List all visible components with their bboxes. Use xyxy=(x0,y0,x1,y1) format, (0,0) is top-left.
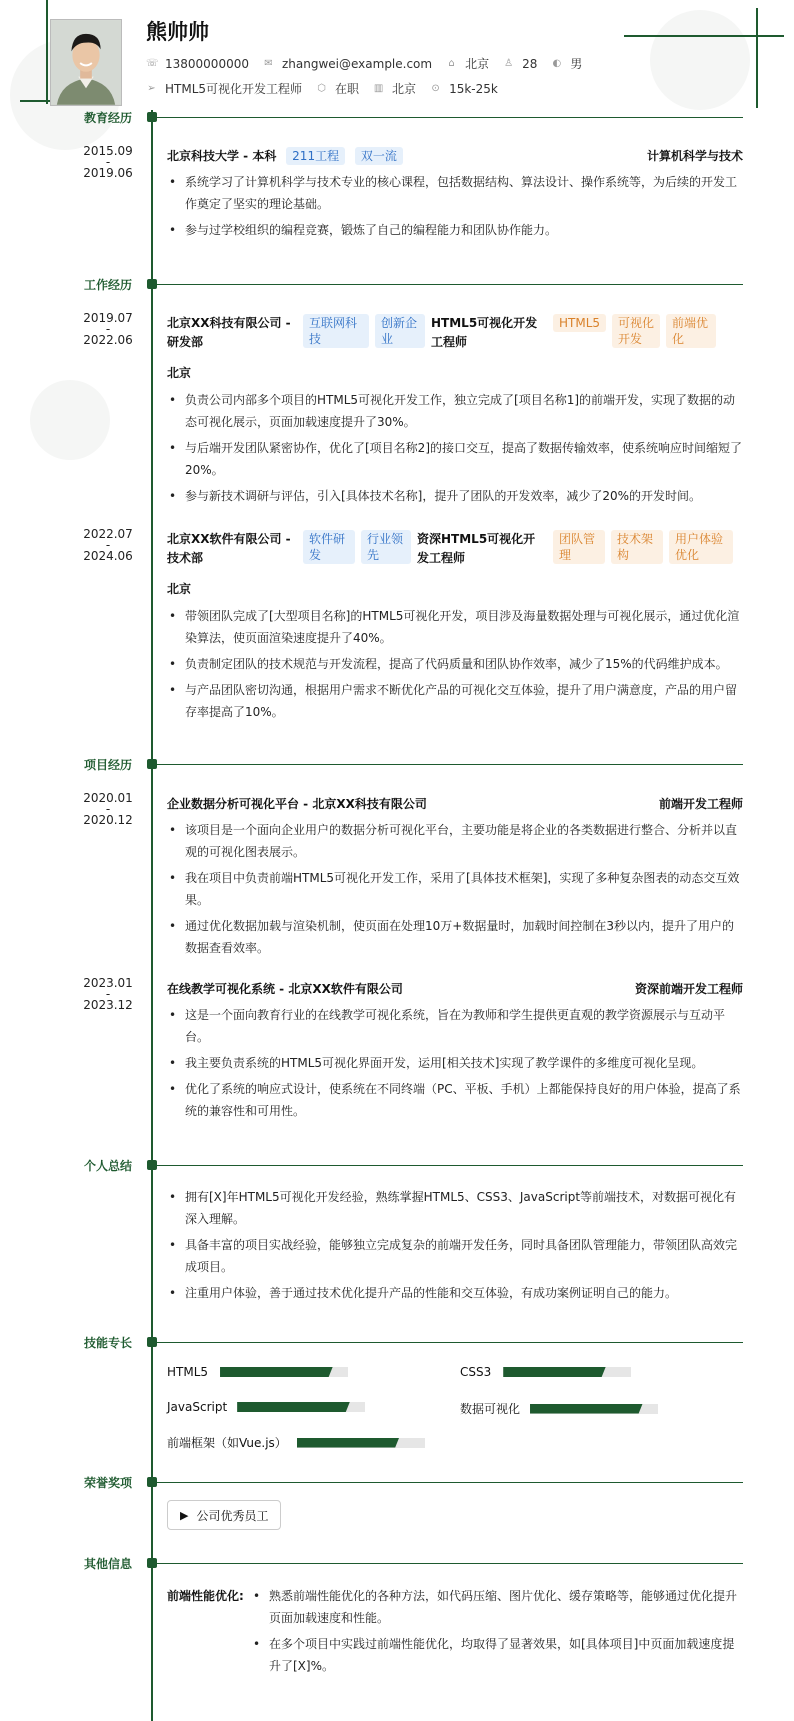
job-intent-row xyxy=(146,80,512,97)
section-divider xyxy=(157,284,743,285)
date-separator: - xyxy=(105,987,111,1001)
work-date xyxy=(78,310,138,348)
skill-name: 前端框架（如Vue.js） xyxy=(167,1436,287,1450)
company-tag: 创新企业 xyxy=(375,314,425,348)
date-end: 2020.12 xyxy=(83,813,133,827)
project-date xyxy=(78,975,138,1013)
company-name: 北京XX科技有限公司 - 研发部 xyxy=(167,316,291,349)
list-item: • 具备丰富的项目实战经验，能够独立完成复杂的前端开发任务，同时具备团队管理能力，带领团队高效完成项目。 xyxy=(167,1234,743,1278)
date-start: 2020.01 xyxy=(83,791,133,805)
list-item: • 优化了系统的响应式设计，使系统在不同终端（PC、平板、手机）上都能保持良好的用户体验，提高了系统的兼容性和可用性。 xyxy=(167,1078,743,1122)
section-title-projects: 项目经历 xyxy=(84,758,133,772)
project-date xyxy=(78,790,138,828)
building-icon: ▥ xyxy=(373,83,384,94)
role-title: HTML5可视化开发工程师 xyxy=(431,316,538,349)
role-tag: 团队管理 xyxy=(553,530,605,564)
status-text: 在职 xyxy=(335,82,360,96)
company-name: 北京XX软件有限公司 - 技术部 xyxy=(167,532,291,565)
corner-line xyxy=(624,35,784,37)
work-date xyxy=(78,526,138,564)
skill-name: JavaScript xyxy=(167,1400,228,1414)
company-tag: 互联网科技 xyxy=(303,314,369,348)
skill-bar xyxy=(530,1404,658,1414)
section-title-other: 其他信息 xyxy=(84,1557,133,1571)
portrait-image xyxy=(51,20,121,105)
play-triangle-icon: ▶ xyxy=(180,1508,189,1522)
section-title-skills: 技能专长 xyxy=(84,1336,133,1350)
section-marker xyxy=(147,112,157,122)
list-item: • 在多个项目中实践过前端性能优化，均取得了显著效果，如[具体项目]中页面加载速度提升了[X]%。 xyxy=(251,1633,743,1677)
salary-text: 15k-25k xyxy=(449,81,498,96)
gender-text: 男 xyxy=(570,57,583,71)
award-chip xyxy=(167,1500,281,1530)
status-icon: ⬡ xyxy=(317,83,326,94)
work-location: 北京 xyxy=(167,366,192,380)
date-end: 2022.06 xyxy=(83,333,133,347)
date-start: 2022.07 xyxy=(83,527,133,541)
section-title-summary: 个人总结 xyxy=(84,1159,133,1173)
company-tag: 软件研发 xyxy=(303,530,355,564)
role-tag: 前端优化 xyxy=(666,314,716,348)
skill-bar-fill xyxy=(530,1404,643,1414)
date-end: 2024.06 xyxy=(83,549,133,563)
skill-item xyxy=(460,1365,631,1379)
candidate-name: 熊帅帅 xyxy=(146,20,209,44)
skill-item xyxy=(167,1365,348,1379)
decorative-circle xyxy=(30,380,110,460)
date-start: 2019.07 xyxy=(83,311,133,325)
role-tag: 可视化开发 xyxy=(612,314,660,348)
section-divider xyxy=(157,1165,743,1166)
list-item: • 我在项目中负责前端HTML5可视化开发工作，采用了[具体技术框架]，实现了多种复杂图表的动态交互效果。 xyxy=(167,867,743,911)
skill-bar xyxy=(297,1438,425,1448)
section-title-awards: 荣誉奖项 xyxy=(84,1476,133,1490)
project-name: 企业数据分析可视化平台 - 北京XX科技有限公司 xyxy=(167,797,427,811)
work-entry xyxy=(167,530,743,723)
education-entry xyxy=(167,147,743,241)
skill-bar xyxy=(503,1367,631,1377)
send-icon: ➢ xyxy=(147,83,156,94)
major-text: 计算机科学与技术 xyxy=(646,149,743,163)
section-marker xyxy=(147,759,157,769)
other-label: 前端性能优化: xyxy=(167,1589,244,1603)
list-item: • 参与新技术调研与评估，引入[具体技术名称]，提升了团队的开发效率，减少了20%的开发时间。 xyxy=(167,485,743,507)
date-separator: - xyxy=(105,802,111,816)
date-separator: - xyxy=(105,538,111,552)
age-icon: ♙ xyxy=(504,58,514,69)
skill-bar-fill xyxy=(220,1367,333,1377)
avatar xyxy=(50,19,122,106)
list-item: • 通过优化数据加载与渲染机制，使页面在处理10万+数据量时，加载时间控制在3秒以内，提升了用户的数据查看效率。 xyxy=(167,915,743,959)
role-tag: 技术架构 xyxy=(611,530,663,564)
list-item: • 与后端开发团队紧密协作，优化了[项目名称2]的接口交互，提高了数据传输效率，使系统响应时间缩短了20%。 xyxy=(167,437,743,481)
skill-item xyxy=(167,1400,365,1414)
home-icon: ⌂ xyxy=(448,58,455,69)
date-separator: - xyxy=(105,155,111,169)
section-divider xyxy=(157,1563,743,1564)
section-marker xyxy=(147,1558,157,1568)
phone-text: 13800000000 xyxy=(165,56,249,71)
skill-bar xyxy=(220,1367,348,1377)
list-item: • 系统学习了计算机科学与技术专业的核心课程，包括数据结构、算法设计、操作系统等，为后续的开发工作奠定了坚实的理论基础。 xyxy=(167,171,743,215)
list-item: • 我主要负责系统的HTML5可视化界面开发，运用[相关技术]实现了教学课件的多维度可视化呈现。 xyxy=(167,1052,743,1074)
award-label: 公司优秀员工 xyxy=(196,1508,269,1523)
role-tag: HTML5 xyxy=(553,314,606,332)
skill-name: 数据可视化 xyxy=(460,1402,521,1416)
section-title-work: 工作经历 xyxy=(84,278,133,292)
list-item: • 负责公司内部多个项目的HTML5可视化开发工作，独立完成了[项目名称1]的前端开发，实现了数据的动态可视化展示，页面加载速度提升了30%。 xyxy=(167,389,743,433)
corner-line xyxy=(756,8,758,108)
decorative-circle xyxy=(650,10,750,110)
list-item: • 该项目是一个面向企业用户的数据分析可视化平台，主要功能是将企业的各类数据进行整合、分析并以直观的可视化图表展示。 xyxy=(167,819,743,863)
work-entry xyxy=(167,314,743,507)
project-role: 前端开发工程师 xyxy=(658,797,743,811)
section-marker xyxy=(147,1337,157,1347)
skill-name: HTML5 xyxy=(167,1365,209,1379)
contact-row xyxy=(146,55,596,72)
list-item: • 熟悉前端性能优化的各种方法，如代码压缩、图片优化、缓存策略等，能够通过优化提升页面加载速度和性能。 xyxy=(251,1585,743,1629)
section-marker xyxy=(147,1477,157,1487)
date-end: 2023.12 xyxy=(83,998,133,1012)
skill-bar-fill xyxy=(503,1367,605,1377)
skill-bar-fill xyxy=(237,1402,350,1412)
project-name: 在线教学可视化系统 - 北京XX软件有限公司 xyxy=(167,982,403,996)
list-item: • 与产品团队密切沟通，根据用户需求不断优化产品的可视化交互体验，提升了用户满意度，产品的用户留存率提高了10%。 xyxy=(167,679,743,723)
target-job-text: HTML5可视化开发工程师 xyxy=(165,82,303,96)
project-entry xyxy=(167,980,743,1122)
education-date xyxy=(78,143,138,181)
section-divider xyxy=(157,1342,743,1343)
list-item: • 这是一个面向教育行业的在线教学可视化系统，旨在为教师和学生提供更直观的教学资源展示与互动平台。 xyxy=(167,1004,743,1048)
date-start: 2015.09 xyxy=(83,144,133,158)
other-entry xyxy=(167,1585,743,1677)
work-location: 北京 xyxy=(167,582,192,596)
section-divider xyxy=(157,117,743,118)
role-title: 资深HTML5可视化开发工程师 xyxy=(417,532,536,565)
list-item: • 注重用户体验，善于通过技术优化提升产品的性能和交互体验，有成功案例证明自己的能力。 xyxy=(167,1282,743,1304)
age-text: 28 xyxy=(522,56,538,71)
skill-item xyxy=(167,1434,425,1451)
project-role: 资深前端开发工程师 xyxy=(634,982,743,996)
section-divider xyxy=(157,1482,743,1483)
mail-icon: ✉ xyxy=(264,58,273,69)
section-divider xyxy=(157,764,743,765)
section-marker xyxy=(147,1160,157,1170)
section-title-education: 教育经历 xyxy=(84,111,133,125)
email-text: zhangwei@example.com xyxy=(281,56,433,71)
date-separator: - xyxy=(105,322,111,336)
salary-icon: ⊙ xyxy=(431,83,440,94)
skill-bar-fill xyxy=(297,1438,399,1448)
project-entry xyxy=(167,795,743,959)
summary-list xyxy=(167,1186,743,1304)
school-tag: 211工程 xyxy=(286,147,345,165)
list-item: • 带领团队完成了[大型项目名称]的HTML5可视化开发，项目涉及海量数据处理与可视化展示，通过优化渲染算法，使页面渲染速度提升了40%。 xyxy=(167,605,743,649)
skill-bar xyxy=(237,1402,365,1412)
school-name: 北京科技大学 - 本科 xyxy=(167,149,277,163)
list-item: • 负责制定团队的技术规范与开发流程，提高了代码质量和团队协作效率，减少了15%的代码维护成本。 xyxy=(167,653,743,675)
company-tag: 行业领先 xyxy=(361,530,411,564)
city-text: 北京 xyxy=(465,57,490,71)
skill-item xyxy=(460,1400,658,1417)
corner-line xyxy=(46,0,48,104)
gender-icon: ◐ xyxy=(552,58,562,69)
list-item: • 参与过学校组织的编程竞赛，锻炼了自己的编程能力和团队协作能力。 xyxy=(167,219,743,241)
date-end: 2019.06 xyxy=(83,166,133,180)
section-marker xyxy=(147,279,157,289)
role-tag: 用户体验优化 xyxy=(669,530,733,564)
school-tag: 双一流 xyxy=(355,147,403,165)
list-item: • 拥有[X]年HTML5可视化开发经验，熟练掌握HTML5、CSS3、JavaScript等前端技术，对数据可视化有深入理解。 xyxy=(167,1186,743,1230)
target-city-text: 北京 xyxy=(392,82,417,96)
skill-name: CSS3 xyxy=(460,1365,492,1379)
date-start: 2023.01 xyxy=(83,976,133,990)
phone-icon: ☏ xyxy=(146,58,159,69)
